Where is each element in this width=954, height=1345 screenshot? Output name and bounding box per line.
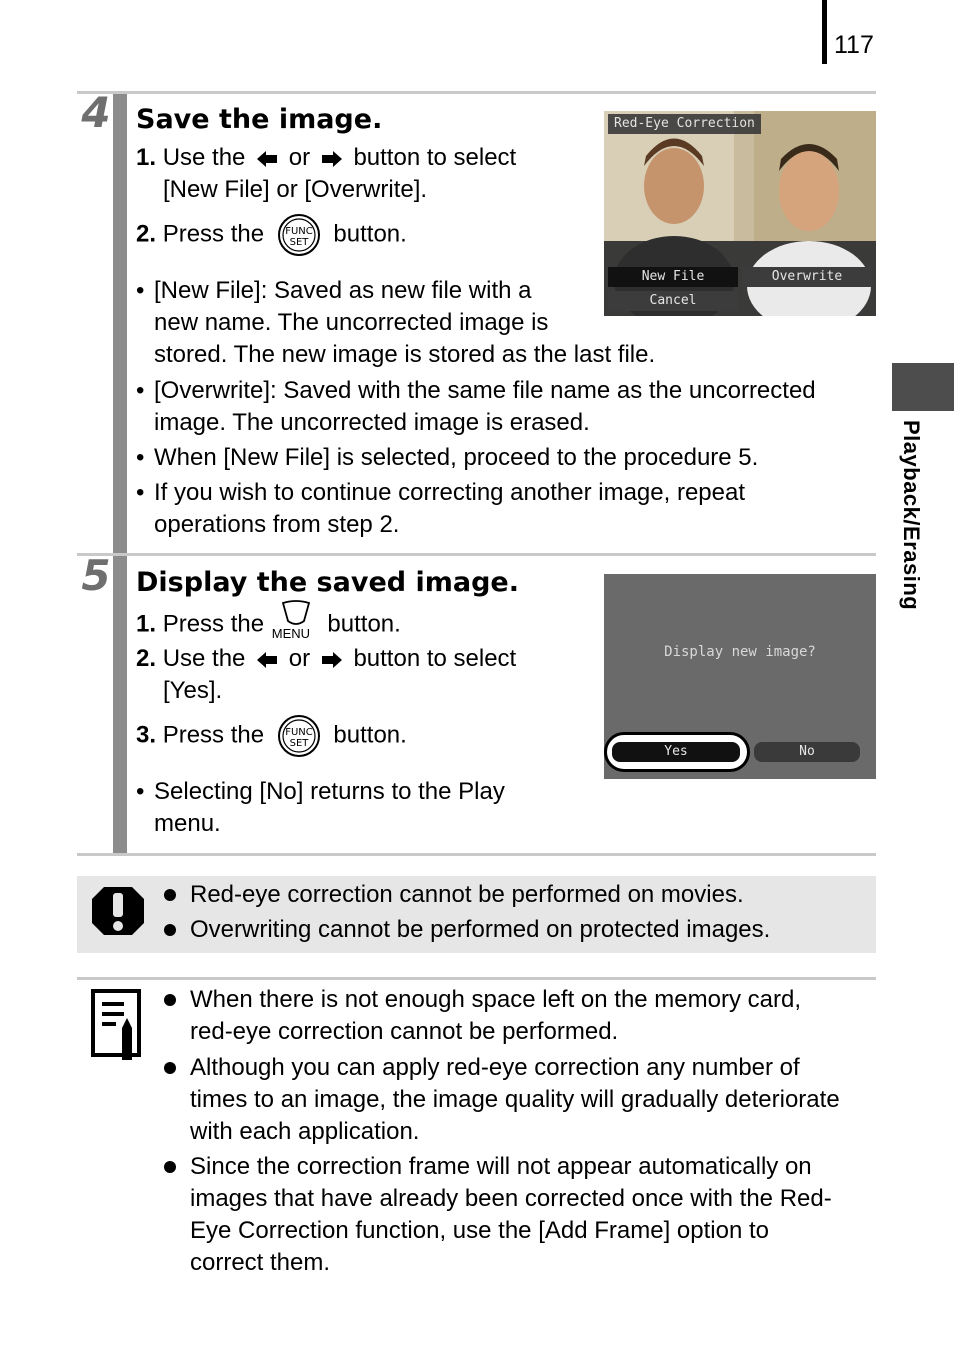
list-item: • [Overwrite]: Saved with the same file name as the uncorrected: [136, 377, 816, 404]
step-5-note: [136, 776, 505, 840]
list-item-cont: stored. The new image is stored as the last file.: [154, 341, 656, 368]
divider: [77, 977, 876, 980]
caution-list: [160, 879, 770, 946]
new-file-option: New File: [608, 267, 738, 287]
func-set-button-icon: [277, 213, 321, 257]
prompt-text: Display new image?: [664, 644, 816, 660]
no-option: No: [754, 742, 860, 762]
cancel-option: Cancel: [608, 291, 738, 311]
step-5-instruction-2: 2. Use the or button to select: [136, 645, 517, 672]
step-4-instruction-2: 2. Press the FUNC SET button.: [136, 213, 407, 257]
svg-text:SET: SET: [289, 738, 309, 749]
right-arrow-icon: [321, 150, 343, 168]
list-item: • If you wish to continue correcting another image, repeat: [136, 479, 745, 506]
step-5-instruction-2-cont: [Yes].: [163, 677, 223, 704]
step-5-bar: [113, 556, 127, 853]
notes-list: [160, 984, 840, 1279]
list-item-cont: menu.: [154, 810, 221, 837]
step-5-title: Display the saved image.: [136, 567, 519, 598]
left-arrow-icon: [256, 651, 278, 669]
step-5-number: 5: [81, 551, 111, 600]
section-label: Playback/Erasing: [899, 420, 924, 611]
section-tab: [892, 363, 954, 411]
svg-text:FUNC: FUNC: [284, 226, 313, 237]
step-4-instruction-1-cont: [New File] or [Overwrite].: [163, 176, 428, 203]
caution-icon: [90, 883, 146, 939]
menu-button-icon: MENU: [271, 605, 321, 645]
page-number: 117: [834, 31, 874, 59]
step-4-number: 4: [81, 88, 111, 137]
overwrite-option: Overwrite: [742, 267, 872, 287]
svg-text:SET: SET: [289, 237, 309, 248]
step-4-title: Save the image.: [136, 104, 383, 135]
list-item-cont: new name. The uncorrected image is: [154, 309, 549, 336]
func-set-button-icon: [277, 714, 321, 758]
list-item: When there is not enough space left on the memory card, red-eye correction cannot be performed.: [160, 984, 840, 1048]
step-4-bar: [113, 94, 127, 553]
list-item: • When [New File] is selected, proceed to the procedure 5.: [136, 444, 759, 471]
camera-screen-display-prompt: [604, 574, 876, 779]
step-4-instruction-1: 1. Use the or button to select: [136, 144, 517, 171]
list-item: Although you can apply red-eye correction any number of times to an image, the image quality will gradually deteriorate with each application.: [160, 1052, 840, 1148]
list-item: • [New File]: Saved as new file with a: [136, 277, 532, 304]
divider: [77, 91, 876, 94]
memo-icon: [90, 988, 146, 1060]
step-5-instruction-3: 3. Press the FUNC SET button.: [136, 714, 407, 758]
list-item-cont: operations from step 2.: [154, 511, 400, 538]
camera-screen-red-eye: [604, 111, 876, 316]
step-5-instruction-1: 1. Press the MENU button.: [136, 605, 401, 645]
list-item: Since the correction frame will not appear automatically on images that have already been corrected once with the Red- Eye Correction function, use the [Add Frame] option to correct them.: [160, 1151, 840, 1279]
list-item: Overwriting cannot be performed on protected images.: [160, 914, 770, 946]
divider: [77, 553, 876, 556]
list-item-cont: image. The uncorrected image is erased.: [154, 409, 590, 436]
svg-text:FUNC: FUNC: [284, 727, 313, 738]
screen-title: Red-Eye Correction: [608, 114, 761, 134]
left-arrow-icon: [256, 150, 278, 168]
list-item: Red-eye correction cannot be performed on movies.: [160, 879, 770, 911]
list-item: • Selecting [No] returns to the Play: [136, 778, 505, 805]
right-arrow-icon: [321, 651, 343, 669]
page-number-bar: [822, 0, 827, 64]
divider: [77, 853, 876, 856]
yes-option: Yes: [612, 742, 740, 762]
